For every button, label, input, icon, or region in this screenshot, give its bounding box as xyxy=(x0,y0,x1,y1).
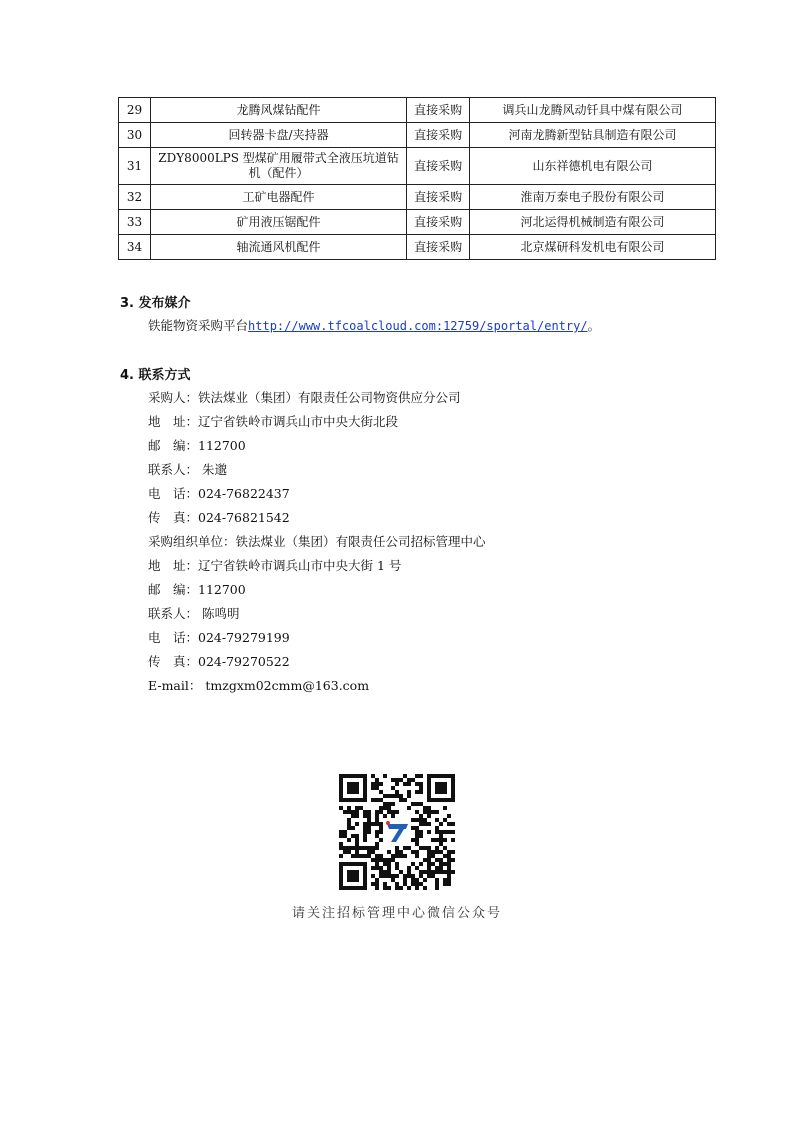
contact-purchaser: 采购人：铁法煤业（集团）有限责任公司物资供应分公司 xyxy=(148,390,461,405)
contact-fax-2: 传 真：024-79270522 xyxy=(148,654,290,669)
qr-center-logo-icon xyxy=(384,819,410,845)
procurement-method: 直接采购 xyxy=(407,148,470,185)
contact-person: 联系人： 朱邈 xyxy=(148,462,227,477)
publish-media-line xyxy=(148,316,600,334)
item-name: 回转器卡盘/夹持器 xyxy=(150,123,406,148)
contact-person-2: 联系人： 陈鸣明 xyxy=(148,606,240,621)
contact-postcode: 邮 编：112700 xyxy=(148,438,246,453)
contact-phone: 电 话：024-76822437 xyxy=(148,486,290,501)
table-row xyxy=(119,185,716,210)
supplier-name: 淮南万泰电子股份有限公司 xyxy=(469,185,715,210)
supplier-name: 河北运得机械制造有限公司 xyxy=(469,210,715,235)
platform-label: 铁能物资采购平台 xyxy=(148,318,249,333)
procurement-method: 直接采购 xyxy=(407,185,470,210)
procurement-method: 直接采购 xyxy=(407,210,470,235)
item-name: 矿用液压锯配件 xyxy=(150,210,406,235)
procurement-method: 直接采购 xyxy=(407,235,470,260)
section-3-heading: 3. 发布媒介 xyxy=(120,296,191,311)
contact-phone-2: 电 话：024-79279199 xyxy=(148,630,290,645)
row-number: 34 xyxy=(119,235,151,260)
table-row xyxy=(119,210,716,235)
row-number: 29 xyxy=(119,98,151,123)
qr-finder-top-left xyxy=(339,774,367,802)
supplier-name: 河南龙腾新型钻具制造有限公司 xyxy=(469,123,715,148)
procurement-method: 直接采购 xyxy=(407,123,470,148)
contact-fax: 传 真：024-76821542 xyxy=(148,510,290,525)
row-number: 31 xyxy=(119,148,151,185)
sentence-end: 。 xyxy=(587,318,601,333)
supplier-name: 山东祥德机电有限公司 xyxy=(469,148,715,185)
platform-url-link[interactable]: http://www.tfcoalcloud.com:12759/sportal/entry/ xyxy=(248,319,588,333)
row-number: 30 xyxy=(119,123,151,148)
qr-finder-top-right xyxy=(427,774,455,802)
contact-email: E-mail： tmzgxm02cmm@163.com xyxy=(148,678,370,693)
wechat-qr-code xyxy=(339,774,455,890)
qr-caption: 请关注招标管理中心微信公众号 xyxy=(291,906,502,921)
qr-finder-bottom-left xyxy=(339,862,367,890)
contact-address: 地 址：辽宁省铁岭市调兵山市中央大街北段 xyxy=(148,414,399,429)
section-4-heading: 4. 联系方式 xyxy=(120,368,191,383)
supplier-name: 调兵山龙腾风动钎具中煤有限公司 xyxy=(469,98,715,123)
table-row xyxy=(119,98,716,123)
table-row xyxy=(119,123,716,148)
supplier-name: 北京煤研科发机电有限公司 xyxy=(469,235,715,260)
item-name: 龙腾风煤钻配件 xyxy=(150,98,406,123)
contact-postcode-2: 邮 编：112700 xyxy=(148,582,246,597)
qr-code-image xyxy=(339,774,455,890)
item-name: 工矿电器配件 xyxy=(150,185,406,210)
table-row xyxy=(119,148,716,185)
item-name: ZDY8000LPS 型煤矿用履带式全液压坑道钻机（配件） xyxy=(150,148,406,185)
item-name: 轴流通风机配件 xyxy=(150,235,406,260)
row-number: 32 xyxy=(119,185,151,210)
contact-organizer: 采购组织单位：铁法煤业（集团）有限责任公司招标管理中心 xyxy=(148,534,486,549)
procurement-table xyxy=(118,97,716,260)
contact-address-2: 地 址：辽宁省铁岭市调兵山市中央大街 1 号 xyxy=(148,558,402,573)
table-row xyxy=(119,235,716,260)
procurement-method: 直接采购 xyxy=(407,98,470,123)
row-number: 33 xyxy=(119,210,151,235)
